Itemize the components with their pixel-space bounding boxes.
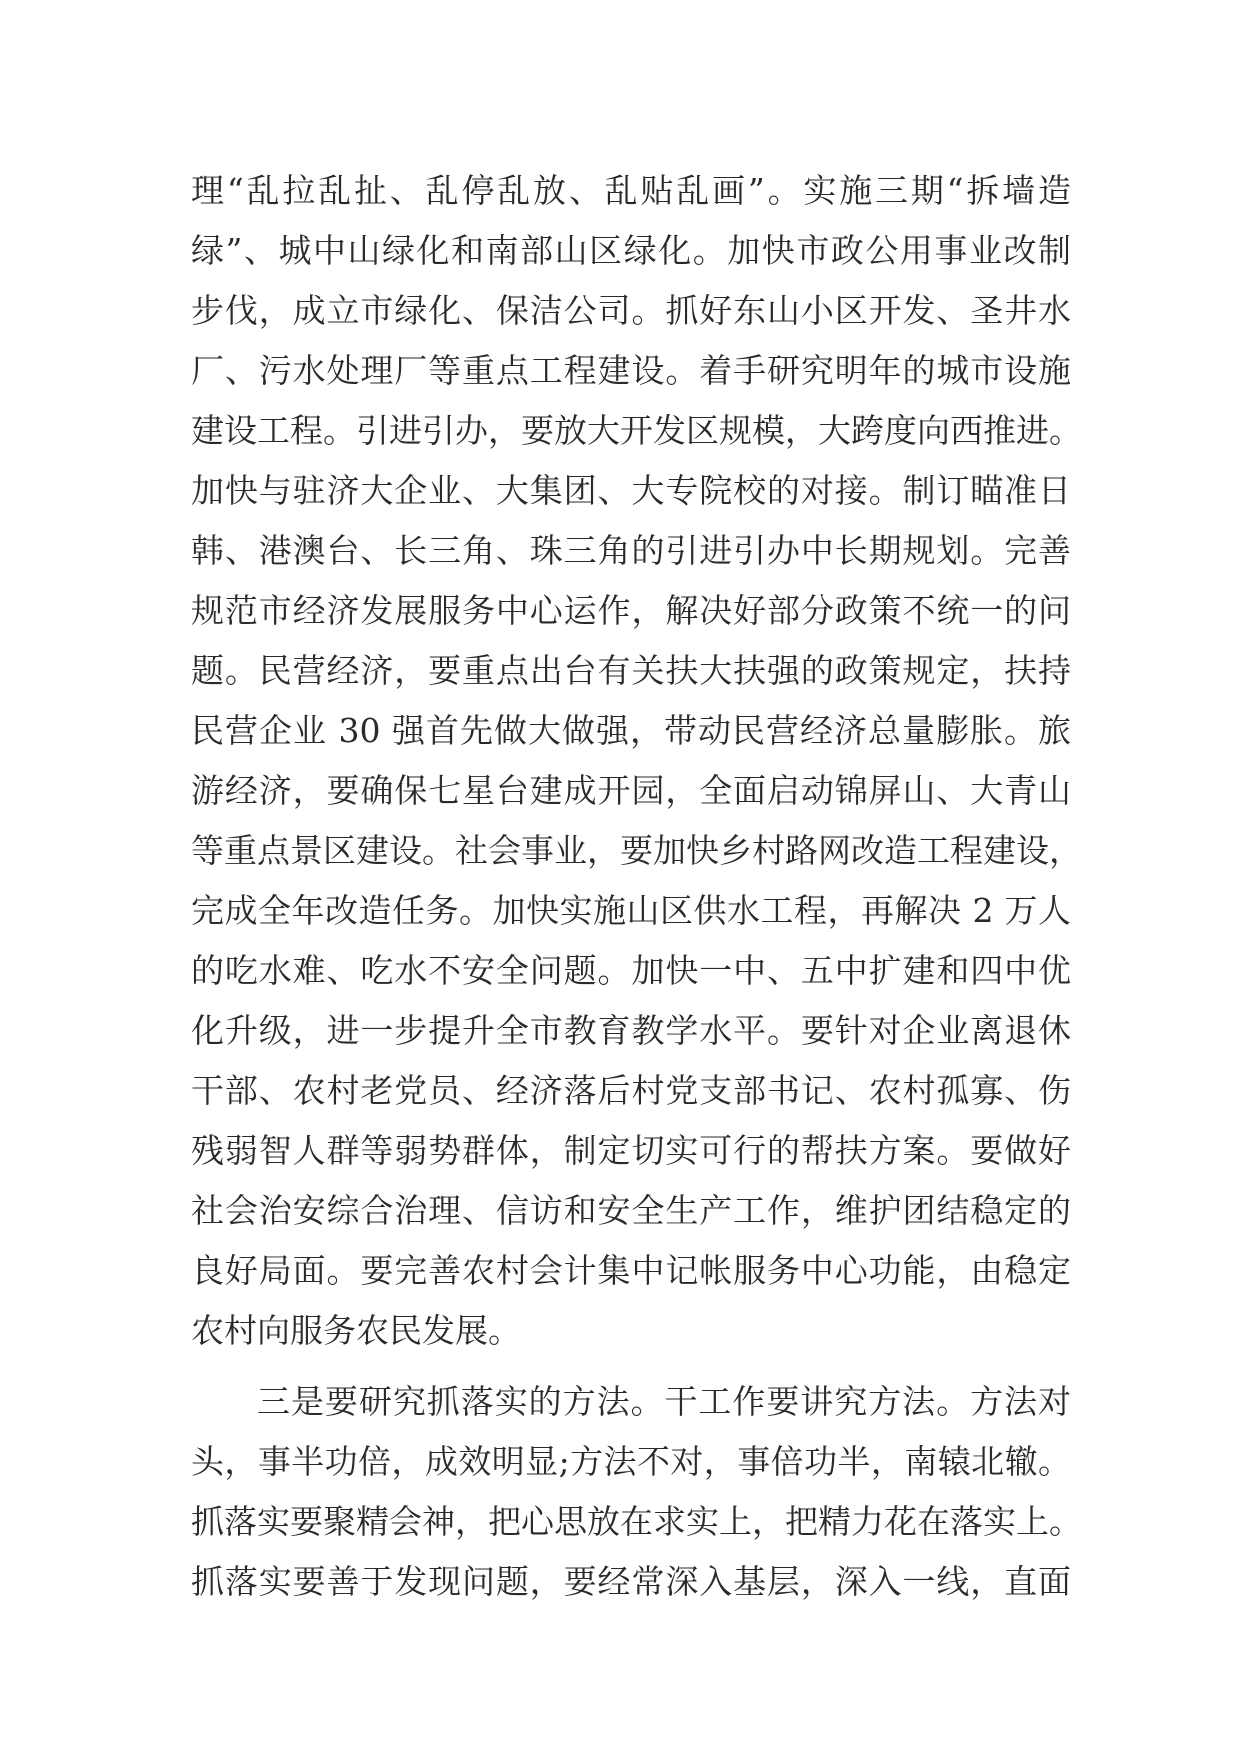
text-line: 规范市经济发展服务中心运作，解决好部分政策不统一的问 (191, 591, 1071, 630)
text-line: 完成全年改造任务。加快实施山区供水工程，再解决 2 万人 (191, 891, 1071, 930)
text-line: 抓落实要善于发现问题，要经常深入基层，深入一线，直面 (191, 1562, 1071, 1601)
document-body (191, 161, 1082, 1612)
text-line: 题。民营经济，要重点出台有关扶大扶强的政策规定，扶持 (191, 651, 1071, 690)
text-line: 社会治安综合治理、信访和安全生产工作，维护团结稳定的 (191, 1191, 1071, 1230)
text-line: 游经济，要确保七星台建成开园，全面启动锦屏山、大青山 (191, 771, 1071, 810)
text-line: 抓落实要聚精会神，把心思放在求实上，把精力花在落实上。 (191, 1502, 1082, 1541)
paragraph-1 (191, 161, 1082, 1361)
paragraph-2 (191, 1372, 1082, 1612)
text-line: 步伐，成立市绿化、保洁公司。抓好东山小区开发、圣井水 (191, 291, 1071, 330)
text-line: 化升级，进一步提升全市教育教学水平。要针对企业离退休 (191, 1011, 1071, 1050)
text-line: 等重点景区建设。社会事业，要加快乡村路网改造工程建设， (191, 831, 1082, 870)
text-line: 残弱智人群等弱势群体，制定切实可行的帮扶方案。要做好 (191, 1131, 1071, 1170)
text-line: 加快与驻济大企业、大集团、大专院校的对接。制订瞄准日 (191, 471, 1071, 510)
paragraph-gap (191, 1361, 1071, 1372)
text-line: 民营企业 30 强首先做大做强，带动民营经济总量膨胀。旅 (191, 711, 1071, 750)
text-line: 厂、污水处理厂等重点工程建设。着手研究明年的城市设施 (191, 351, 1071, 390)
text-line: 绿”、城中山绿化和南部山区绿化。加快市政公用事业改制 (191, 231, 1071, 270)
text-line: 韩、港澳台、长三角、珠三角的引进引办中长期规划。完善 (191, 531, 1071, 570)
text-line: 农村向服务农民发展。 (191, 1311, 521, 1350)
text-line: 三是要研究抓落实的方法。干工作要讲究方法。方法对 (257, 1382, 1071, 1421)
text-line: 的吃水难、吃水不安全问题。加快一中、五中扩建和四中优 (191, 951, 1071, 990)
text-line: 理“乱拉乱扯、乱停乱放、乱贴乱画”。实施三期“拆墙造 (191, 171, 1071, 210)
text-line: 头，事半功倍，成效明显;方法不对，事倍功半，南辕北辙。 (191, 1442, 1071, 1481)
text-line: 干部、农村老党员、经济落后村党支部书记、农村孤寡、伤 (191, 1071, 1071, 1110)
text-line: 良好局面。要完善农村会计集中记帐服务中心功能，由稳定 (191, 1251, 1071, 1290)
text-line: 建设工程。引进引办，要放大开发区规模，大跨度向西推进。 (191, 411, 1082, 450)
